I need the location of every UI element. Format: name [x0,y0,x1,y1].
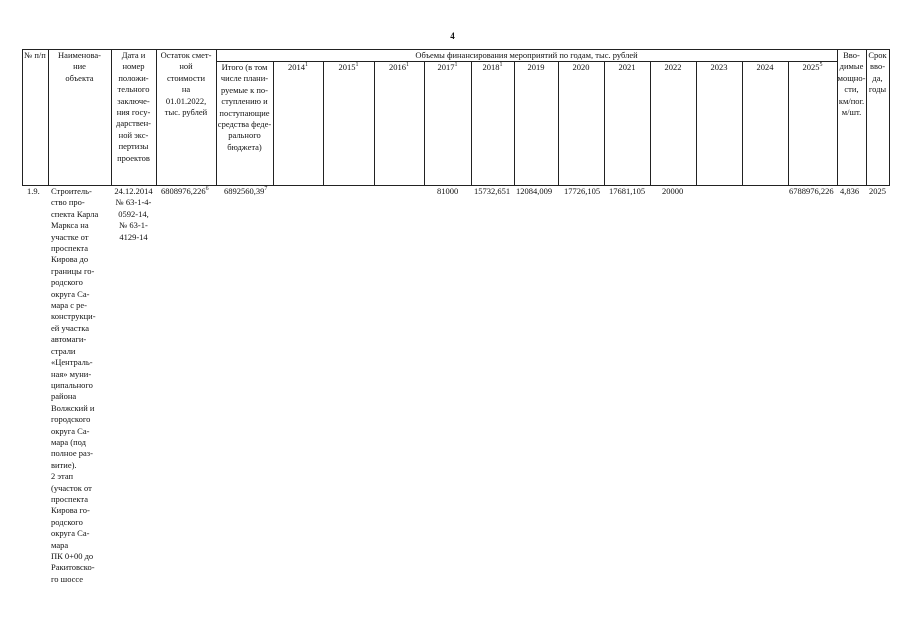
row-value-2017: 81000 [437,186,459,196]
col-border [323,61,324,186]
row-capacity: 4,836 [840,186,860,196]
col-border [514,61,515,186]
row-value-2025: 6788976,226 [789,186,834,196]
header-year-2021: 2021 [618,62,636,72]
row-value-2018: 15732,651 [474,186,511,196]
col-border [471,61,472,186]
header-year-2022: 2022 [664,62,682,72]
header-year-2016: 2016$^1$ [389,62,409,72]
row-value-2021: 17681,105 [609,186,646,196]
col-border [889,49,890,186]
header-year-2025: 2025$^5$ [802,62,823,72]
header-year-2014: 2014$^1$ [288,62,308,72]
header-year-2024: 2024 [756,62,774,72]
header-year-2018: 2018$^1$ [482,62,503,72]
row-value-2022: 20000 [662,186,684,196]
header-year-2015: 2015$^1$ [338,62,359,72]
col-border [696,61,697,186]
header-year-2017: 2017$^1$ [437,62,458,72]
col-border [273,61,274,186]
row-num: 1.9. [27,186,40,196]
header-year-2019: 2019 [527,62,545,72]
col-border [788,61,789,186]
page-number: 4 [450,31,455,41]
header-expertise-date: Дата и номер положи- тельного заключе- ния госу- дарствен- ной экс- пертизы проектов [116,50,151,163]
row-expertise-date: 24.12.2014 № 63-1-4- 0592-14, № 63-1- 4129-14 [114,186,153,242]
header-remaining-cost: Остаток смет- ной стоимости на 01.01.2022, тыс. рублей [160,50,212,118]
row-remaining-cost: 6808976,226$^6$ [161,186,209,196]
header-capacity: Вво- димые мощно- сти, км/пог. м/шт. [837,50,866,118]
header-year-2023: 2023 [710,62,728,72]
header-num: № п/п [24,50,46,60]
header-year-2020: 2020 [572,62,590,72]
row-total: 6892560,39$^7$ [224,186,268,196]
row-deadline: 2025 [869,186,886,196]
row-value-2020: 17726,105 [564,186,601,196]
header-deadline: Срок вво- да, годы [868,50,887,95]
col-border [558,61,559,186]
header-object-name: Наименова- ние объекта [58,50,101,83]
row-object-name: Строитель- ство про- спекта Карла Маркса на участке от проспекта Кирова до границы го- родского округа Са- мара с ре- конструкци- ей участка автомаги- страли «Централь- ная» муни- ципального района Волжский и городского округа Са- мара (под полное раз- витие). 2 этап (участок от проспекта Кирова го- родского округа Са- мара ПК 0+00 до Ракитовско- го шоссе [51,186,99,584]
row-value-2019: 12084,009 [516,186,553,196]
col-border [742,61,743,186]
col-border [374,61,375,186]
header-total: Итого (в том числе плани- руемые к по- ступлению и поступающие средства феде- рального бюджета) [217,62,272,152]
col-border [650,61,651,186]
col-border [22,49,23,186]
col-border [604,61,605,186]
header-funding-group: Объемы финансирования мероприятий по годам, тыс. рублей [415,50,638,60]
col-border [424,61,425,186]
